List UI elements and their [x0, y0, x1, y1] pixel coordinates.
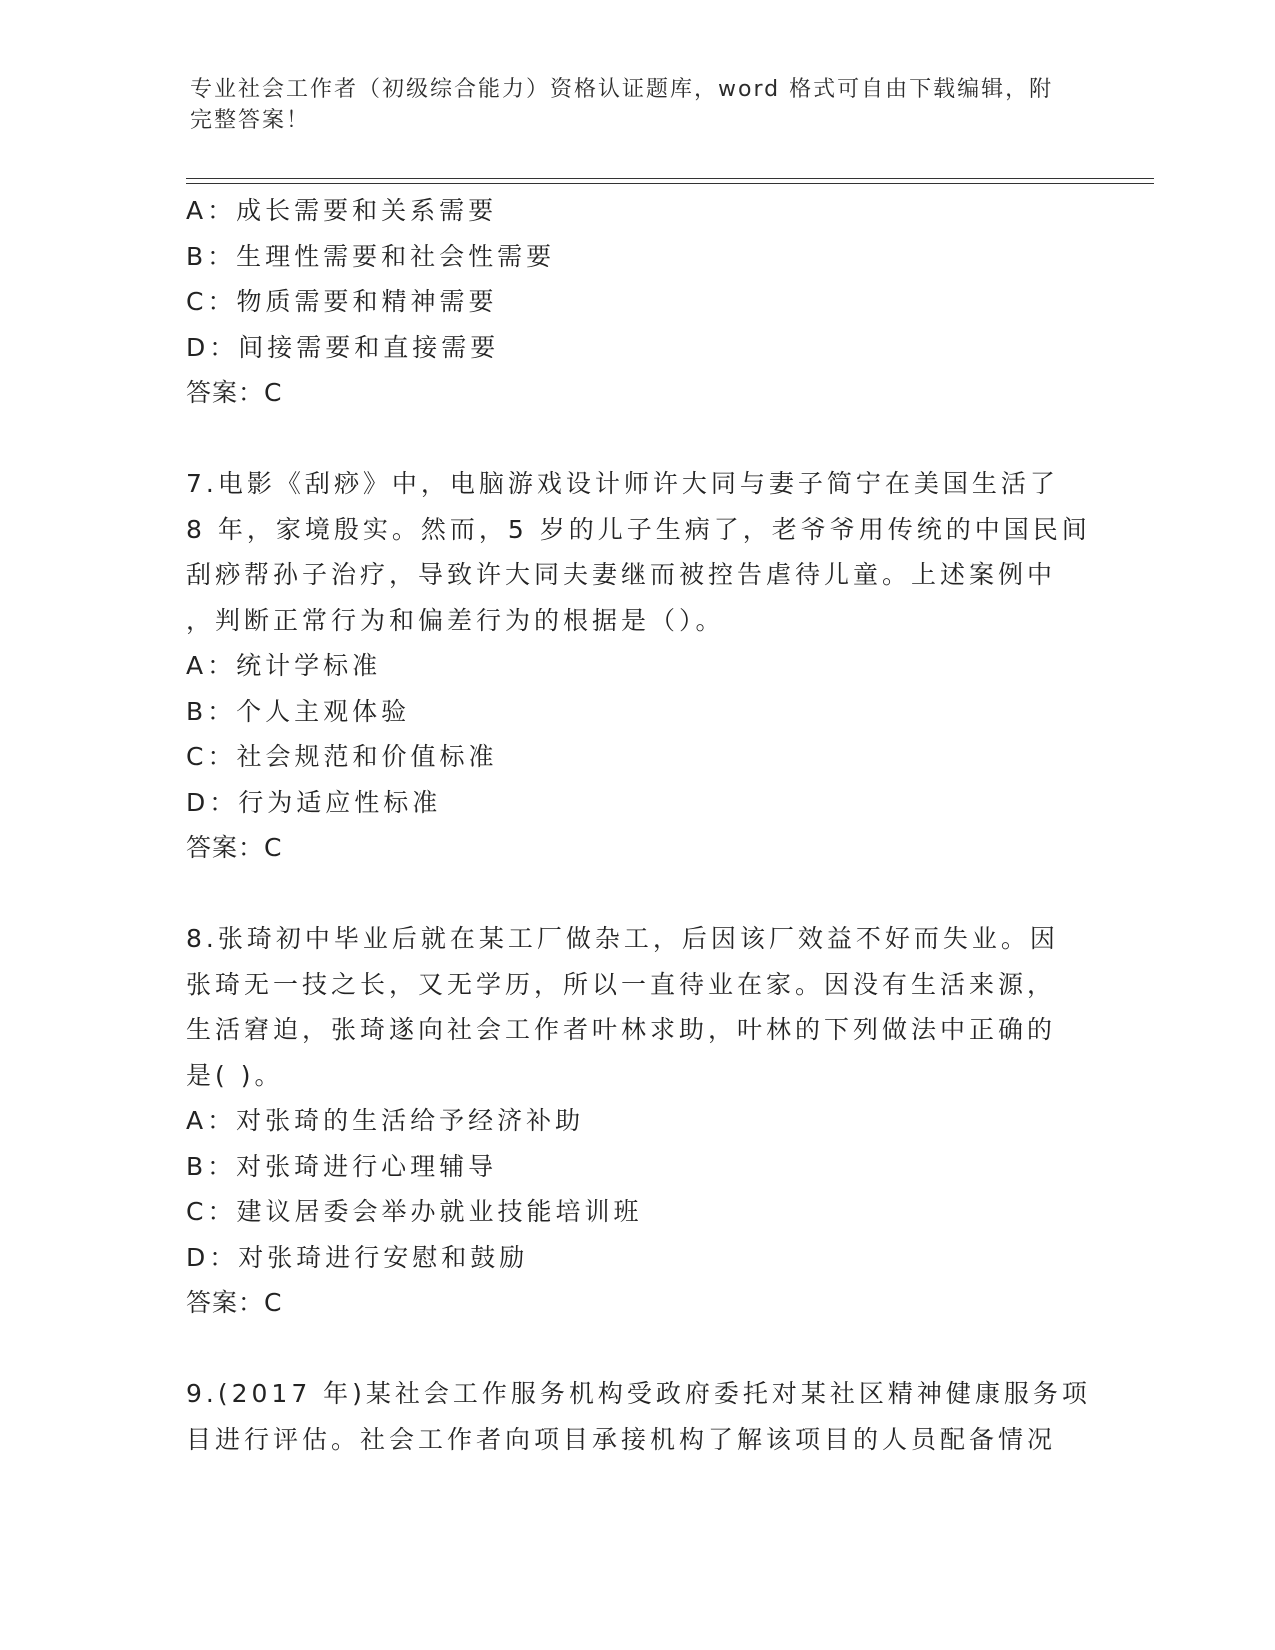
question-7-option-b: B：个人主观体验: [186, 696, 411, 726]
question-8-text-line: 8.张琦初中毕业后就在某工厂做杂工，后因该厂效益不好而失业。因: [186, 924, 1059, 953]
question-8-option-d: D：对张琦进行安慰和鼓励: [186, 1242, 529, 1272]
question-8-option-c: C：建议居委会举办就业技能培训班: [186, 1197, 643, 1226]
question-8-answer: 答案：C: [186, 1288, 283, 1317]
option-a: A：成长需要和关系需要: [186, 196, 498, 225]
header-line-1: 专业社会工作者（初级综合能力）资格认证题库，word 格式可自由下载编辑，附: [190, 77, 1054, 102]
spacer: [186, 871, 1086, 917]
question-7-text-line: 7.电影《刮痧》中，电脑游戏设计师许大同与妻子简宁在美国生活了: [186, 469, 1059, 498]
header-line-2: 完整答案！: [190, 108, 311, 133]
question-7-text-line: ，判断正常行为和偏差行为的根据是（）。: [186, 605, 725, 635]
question-7-option-d: D：行为适应性标准: [186, 787, 442, 817]
prev-question-options: [186, 188, 1086, 370]
question-7-option-c: C：社会规范和价值标准: [186, 742, 498, 771]
option-c: C：物质需要和精神需要: [186, 287, 498, 316]
question-8-option-a: A：对张琦的生活给予经济补助: [186, 1106, 585, 1135]
question-content: [186, 188, 1091, 1462]
question-8-text-line: 是( )。: [186, 1060, 284, 1090]
question-7: [186, 461, 1091, 871]
header-divider-top: [186, 178, 1154, 179]
question-9: [186, 1371, 1091, 1462]
header-divider-bottom: [186, 183, 1154, 184]
question-7-text-line: 8 年，家境殷实。然而，5 岁的儿子生病了，老爷爷用传统的中国民间: [186, 514, 1091, 544]
question-8-text-line: 张琦无一技之长，又无学历，所以一直待业在家。因没有生活来源，: [186, 969, 1057, 999]
question-9-text-line: 目进行评估。社会工作者向项目承接机构了解该项目的人员配备情况: [186, 1424, 1057, 1454]
question-7-text-line: 刮痧帮孙子治疗，导致许大同夫妻继而被控告虐待儿童。上述案例中: [186, 560, 1057, 589]
option-b: B：生理性需要和社会性需要: [186, 241, 556, 271]
prev-question-answer: 答案：C: [186, 378, 283, 407]
question-8-option-b: B：对张琦进行心理辅导: [186, 1151, 498, 1181]
question-7-answer: 答案：C: [186, 833, 283, 862]
question-7-option-a: A：统计学标准: [186, 651, 382, 680]
spacer: [186, 416, 1086, 462]
document-header: [190, 74, 1070, 136]
spacer: [186, 1326, 1086, 1372]
question-8-text-line: 生活窘迫，张琦遂向社会工作者叶林求助，叶林的下列做法中正确的: [186, 1015, 1057, 1044]
question-9-text-line: 9.(2017 年)某社会工作服务机构受政府委托对某社区精神健康服务项: [186, 1379, 1091, 1408]
option-d: D：间接需要和直接需要: [186, 332, 500, 362]
question-8: [186, 916, 1086, 1326]
